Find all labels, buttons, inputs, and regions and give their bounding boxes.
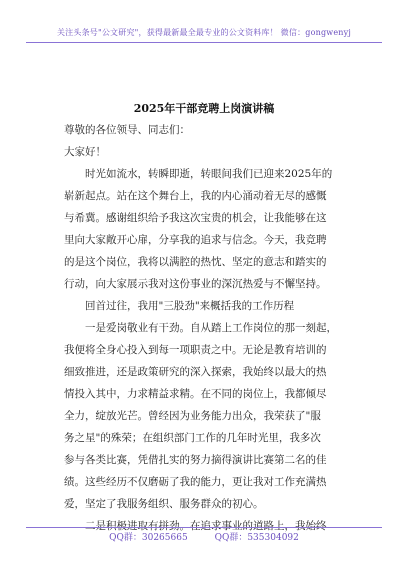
document-title: 2025年干部竞聘上岗演讲稿 [133,102,275,115]
paragraph-line: 情投入其中，力求精益求精。在不同的岗位上，我都倾尽 [64,388,327,400]
paragraph-line: 崭新起点。站在这个舞台上，我的内心涌动着无尽的感慨 [64,190,327,202]
paragraph [64,163,354,295]
paragraph-line: 时光如流水，转瞬即逝，转眼间我们已迎来2025年的 [85,168,333,180]
paragraph-line: 一是爱岗敬业有干劲。自从踏上工作岗位的那一刻起， [85,322,337,334]
footer [0,530,408,543]
footer-qq-group-2: QQ群：535304092 [214,533,299,543]
footer-qq-group-1: QQ群：30265665 [109,533,188,543]
paragraph-line: 行动，向大家展示我对这份事业的深沉热爱与不懈坚持。 [64,278,327,290]
paragraph [64,317,354,515]
paragraph-line: 回首过往，我用"三股劲"来概括我的工作历程 [85,300,295,312]
salutation: 尊敬的各位领导、同志们： [64,124,190,136]
document-body [64,117,354,537]
paragraph-line: 与希冀。感谢组织给予我这次宝贵的机会，让我能够在这 [64,212,327,224]
header-banner: 关注头条号"公文研究"，获得最新最全最专业的公文资料库！ 微信：gongwenyj [56,28,352,37]
header-divider [26,42,382,43]
paragraph-line: 我便将全身心投入到每一项职责之中。无论是教育培训的 [64,344,327,356]
greeting: 大家好！ [64,146,106,158]
paragraph-line: 的是这个岗位，我将以满腔的热忱、坚定的意志和踏实的 [64,256,327,268]
paragraph-line: 参与各类比赛，凭借扎实的努力摘得演讲比赛第二名的佳 [64,454,327,466]
paragraph-line: 里向大家敞开心扉，分享我的追求与信念。今天，我竞聘 [64,234,327,246]
paragraph-line: 细致推进，还是政策研究的深入探索，我始终以最大的热 [64,366,327,378]
footer-divider [26,527,382,528]
paragraph-line: 绩。这些经历不仅磨砺了我的能力，更让我对工作充满热 [64,476,327,488]
paragraph-list [64,163,354,537]
paragraph-line: 全力，绽放光芒。曾经因为业务能力出众，我荣获了"服 [64,410,321,422]
paragraph-line: 二是积极进取有拼劲。在追求事业的道路上，我始终 [85,520,327,532]
paragraph [64,295,354,317]
paragraph-line: 务之星"的殊荣；在组织部门工作的几年时光里，我多次 [64,432,321,444]
paragraph-line: 爱，坚定了我服务组织、服务群众的初心。 [64,498,264,510]
